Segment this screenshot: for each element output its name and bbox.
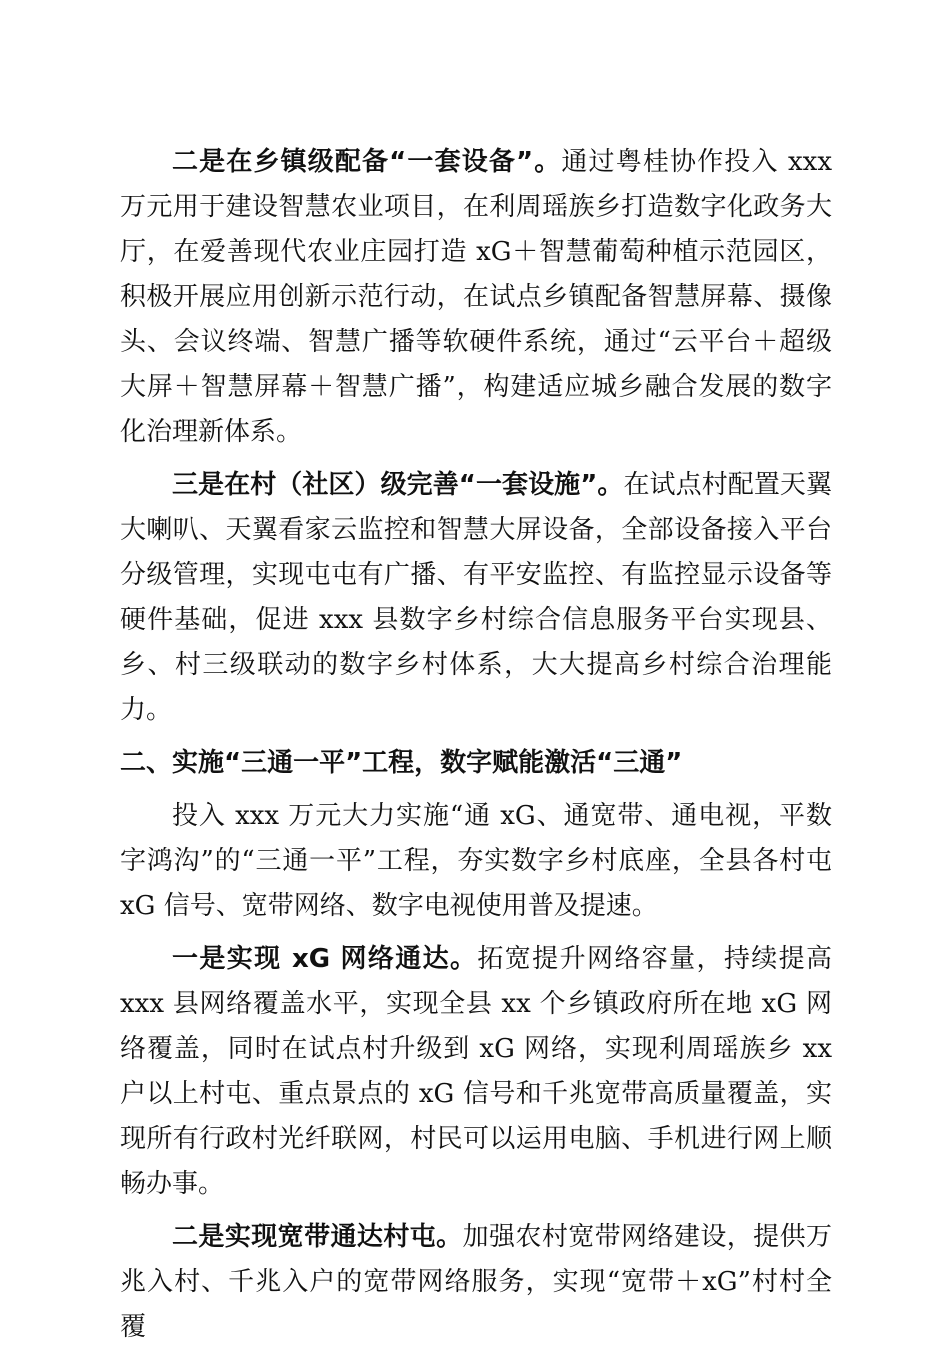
section-intro: 投入 xxx 万元大力实施“通 xG、通宽带、通电视，平数字鸿沟”的“三通一平”工程，夯实数字乡村底座，全县各村屯 xG 信号、宽带网络、数字电视使用普及提速。 [120, 801, 832, 921]
paragraph-body: 加强农村宽带网络建设，提供万兆入村、千兆入户的宽带网络服务，实现“宽带＋xG”村村全覆 [120, 1222, 832, 1342]
paragraph-body: 通过粤桂协作投入 xxx 万元用于建设智慧农业项目，在利周瑶族乡打造数字化政务大厅，在爱善现代农业庄园打造 xG＋智慧葡萄种植示范园区，积极开展应用创新示范行动，在试点乡镇配备智慧屏幕、摄像头、会议终端、智慧广播等软硬件系统，通过“云平台＋超级大屏＋智慧屏幕＋智慧广播”，构建适应城乡融合发展的数字化治理新体系。 [120, 147, 832, 447]
paragraph-broadband-access [120, 1215, 832, 1350]
paragraph-lead: 二是在乡镇级配备“一套设备”。 [172, 147, 562, 177]
paragraph-body: 拓宽提升网络容量，持续提高 xxx 县网络覆盖水平，实现全县 xx 个乡镇政府所在地 xG 网络覆盖，同时在试点村升级到 xG 网络，实现利周瑶族乡 xx 户以上村屯、重点景点的 xG 信号和千兆宽带高质量覆盖，实现所有行政村光纤联网，村民可以运用电脑、手机进行网上顺畅办事。 [120, 944, 832, 1199]
section-heading: 二、实施“三通一平”工程，数字赋能激活“三通” [120, 748, 683, 778]
paragraph-lead: 一是实现 xG 网络通达。 [172, 944, 478, 974]
paragraph-village-facilities [120, 463, 832, 733]
paragraph-network-access [120, 937, 832, 1207]
paragraph-lead: 三是在村（社区）级完善“一套设施”。 [172, 470, 624, 500]
paragraph-township-equipment [120, 140, 832, 455]
paragraph-body: 在试点村配置天翼大喇叭、天翼看家云监控和智慧大屏设备，全部设备接入平台分级管理，实现屯屯有广播、有平安监控、有监控显示设备等硬件基础，促进 xxx 县数字乡村综合信息服务平台实现县、乡、村三级联动的数字乡村体系，大大提高乡村综合治理能力。 [120, 470, 832, 725]
document-body [120, 140, 832, 1358]
paragraph-lead: 二是实现宽带通达村屯。 [172, 1222, 463, 1252]
